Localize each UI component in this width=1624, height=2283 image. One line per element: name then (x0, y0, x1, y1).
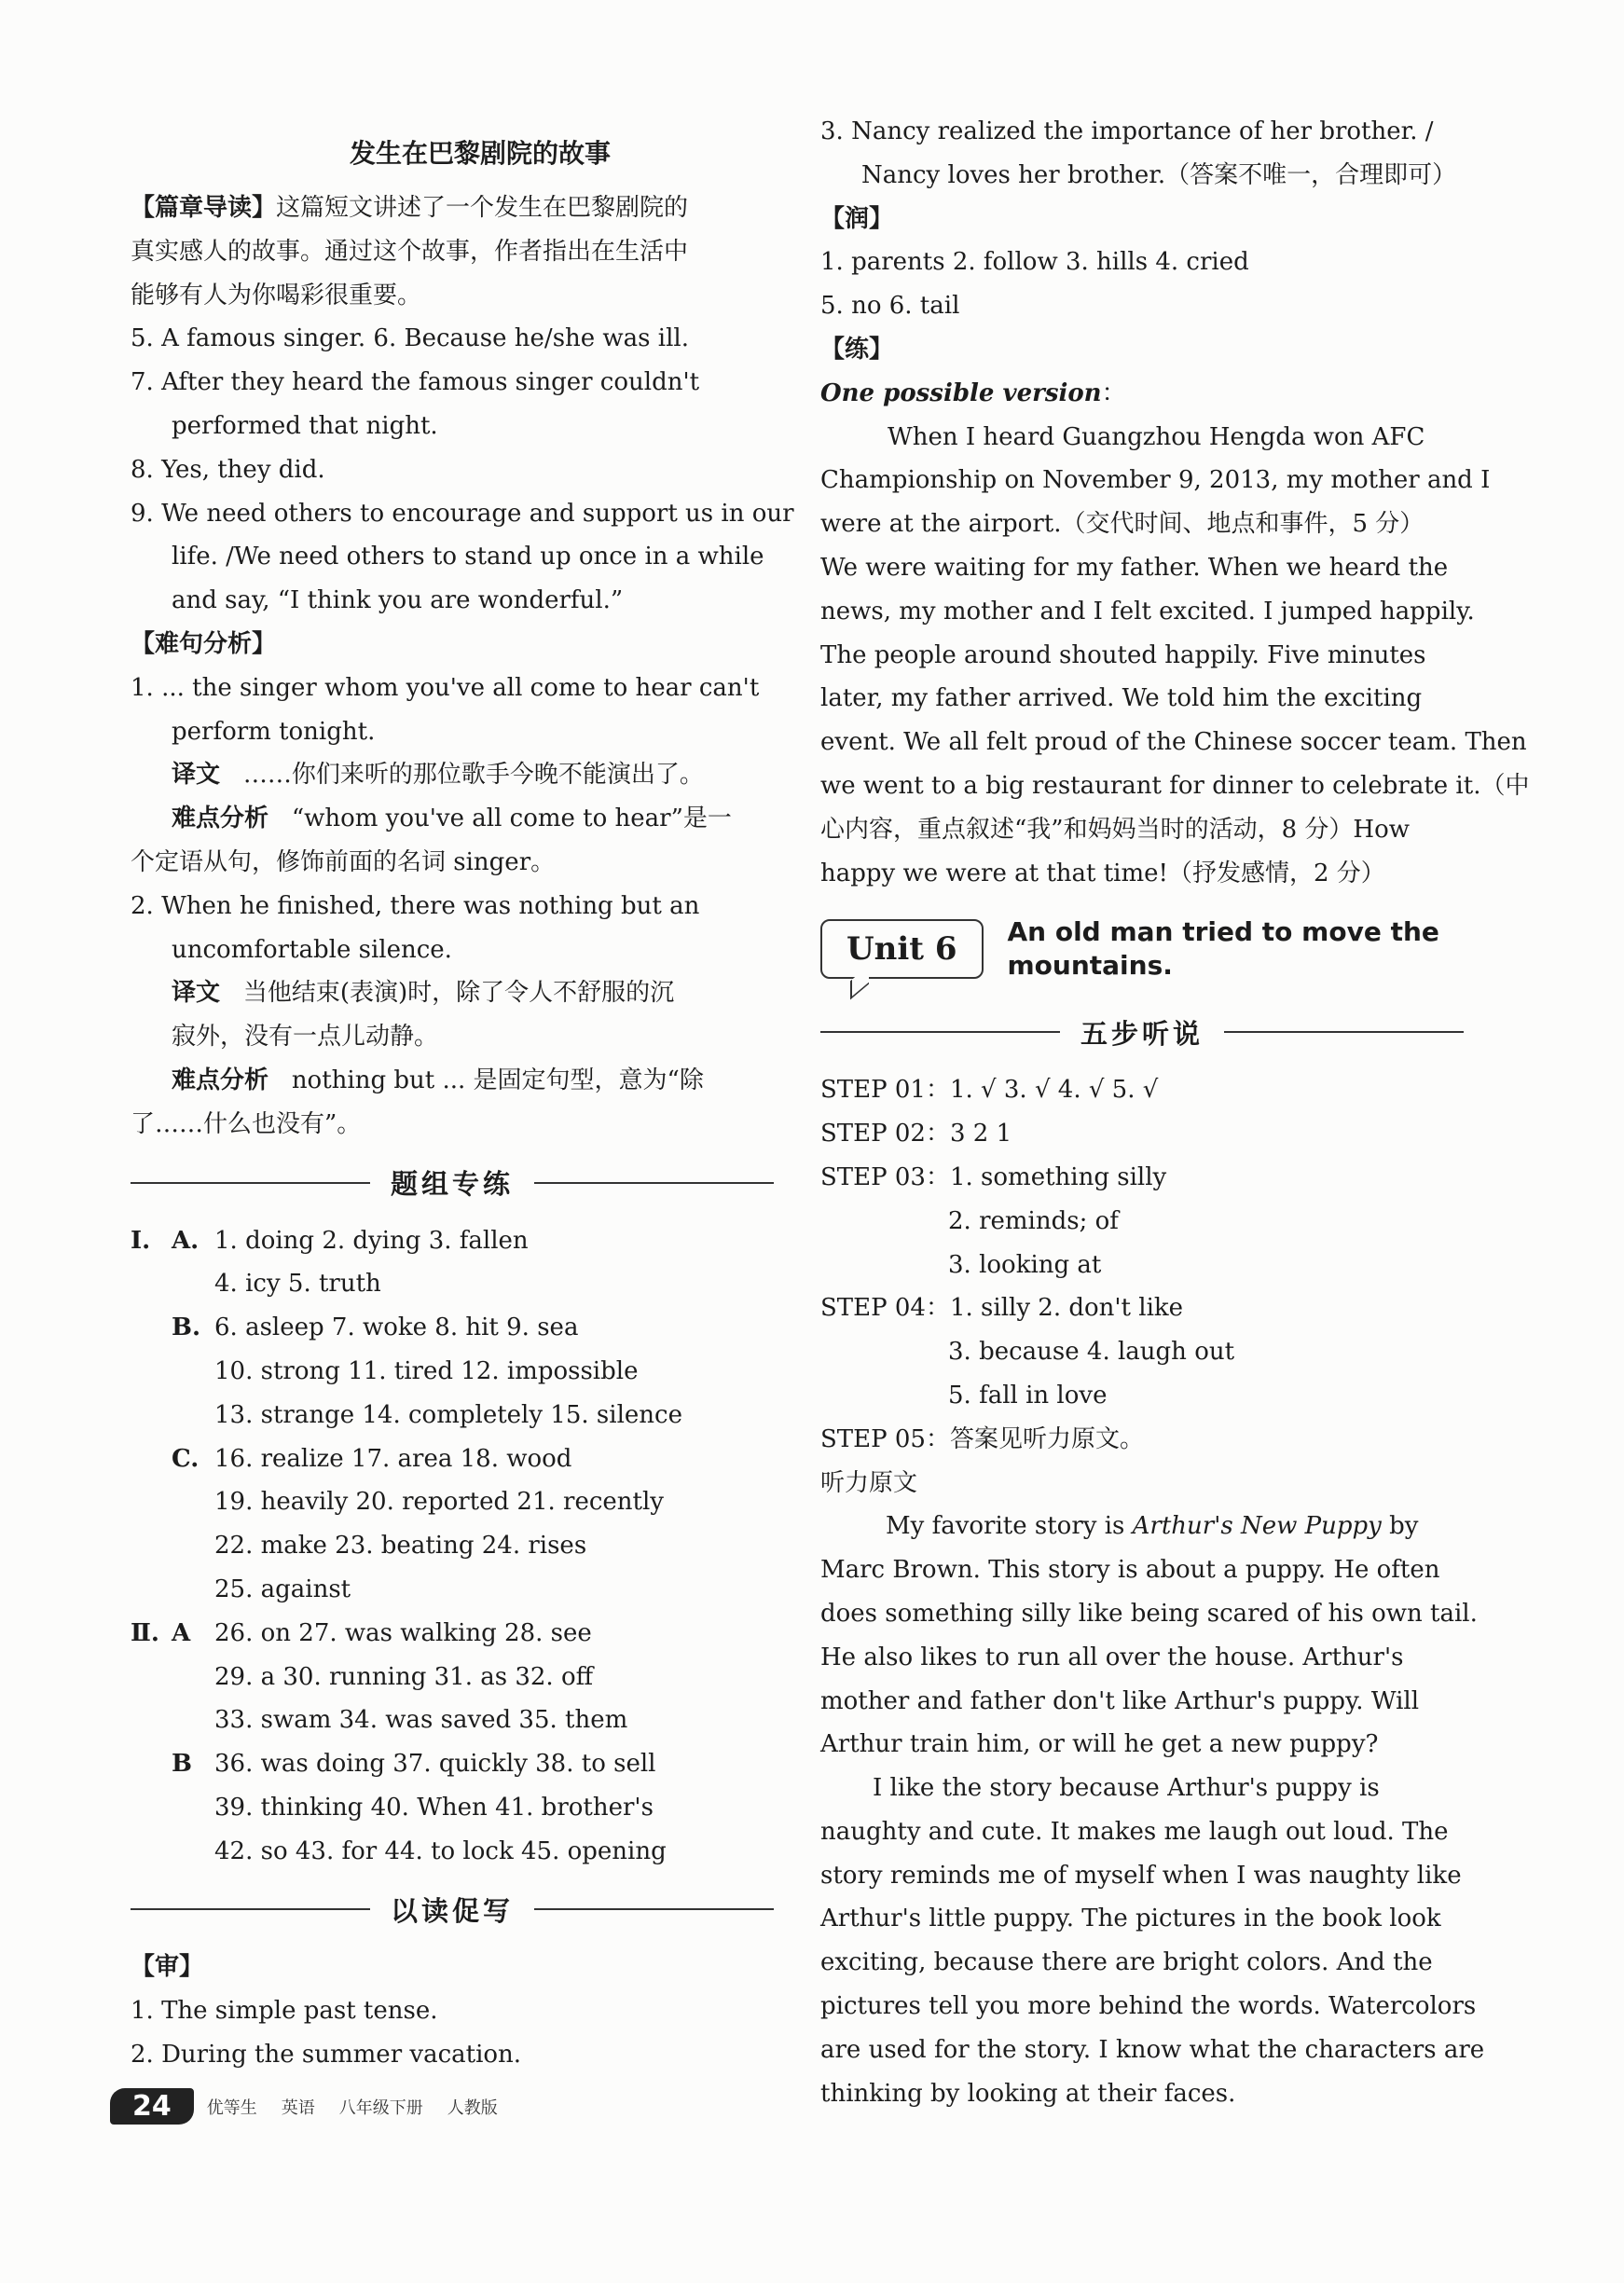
essay-line: were at the airport.（交代时间、地点和事件，5 分） (820, 510, 1424, 539)
difficult-line: 1. ... the singer whom you've all come to hear can't (131, 673, 760, 702)
essay-line: happy we were at that time!（抒发感情，2 分） (820, 859, 1385, 887)
listening-line: I like the story because Arthur's puppy is (873, 1774, 1380, 1803)
difficult-line: 2. When he finished, there was nothing but an (131, 891, 700, 920)
answer-line: and say, “I think you are wonderful.” (172, 586, 624, 615)
essay-line: 心内容，重点叙述“我”和妈妈当时的活动，8 分）How (820, 815, 1410, 844)
edition: 人教版 (447, 2097, 498, 2118)
answer-line: 8. Yes, they did. (131, 455, 325, 484)
unit-badge: Unit 6 (820, 919, 984, 979)
page-footer (110, 2088, 522, 2125)
answer-line: life. /We need others to stand up once in a while (172, 543, 764, 571)
shen-label: 【审】 (131, 1953, 204, 1982)
version-label: One possible version： (820, 378, 1126, 407)
listening-line: Arthur train him, or will he get a new puppy? (820, 1730, 1379, 1759)
exercise-line: 29. a 30. running 31. as 32. off (214, 1662, 594, 1691)
exercise-line: Ⅰ. A. 1. doing 2. dying 3. fallen (131, 1226, 529, 1255)
analysis-line: 难点分析 “whom you've all come to hear”是一 (172, 805, 732, 833)
exercise-line: 33. swam 34. was saved 35. them (214, 1706, 628, 1735)
listening-line: are used for the story. I know what the characters are (820, 2035, 1485, 2064)
step-line: STEP 03：1. something silly (820, 1162, 1167, 1191)
listening-line: exciting, because there are bright colors. And the (820, 1948, 1433, 1977)
exercise-line: 19. heavily 20. reported 21. recently (214, 1488, 664, 1517)
analysis-line: 难点分析 nothing but ... 是固定句型，意为“除 (172, 1066, 704, 1094)
translation-line: 译文 ……你们来听的那位歌手今晚不能演出了。 (172, 761, 704, 790)
listening-label: 听力原文 (820, 1468, 918, 1497)
analysis-line: 个定语从句，修饰前面的名词 singer。 (131, 847, 556, 876)
exercise-line: 22. make 23. beating 24. rises (214, 1532, 587, 1561)
step-line: STEP 01：1. √ 3. √ 4. √ 5. √ (820, 1076, 1159, 1105)
brand: 优等生 (206, 2097, 257, 2118)
listening-line: does something silly like being scared of his own tail. (820, 1599, 1478, 1628)
intro-line: 真实感人的故事。通过这个故事，作者指出在生活中 (131, 237, 689, 266)
listening-line: thinking by looking at their faces. (820, 2079, 1236, 2108)
run-label: 【润】 (820, 204, 894, 233)
subject: 英语 (281, 2097, 315, 2118)
intro-line: 【篇章导读】这篇短文讲述了一个发生在巴黎剧院的 (131, 194, 689, 222)
analysis-line: 了……什么也没有”。 (131, 1109, 362, 1138)
difficult-line: perform tonight. (172, 717, 376, 746)
exercise-line: B. 6. asleep 7. woke 8. hit 9. sea (172, 1313, 579, 1342)
exercise-line: Ⅱ. A 26. on 27. was walking 28. see (131, 1618, 592, 1647)
exercise-line: 10. strong 11. tired 12. impossible (214, 1356, 639, 1385)
difficult-line: uncomfortable silence. (172, 935, 452, 964)
step-line: 3. because 4. laugh out (948, 1338, 1235, 1367)
translation-line: 译文 当他结束(表演)时，除了令人不舒服的沉 (172, 979, 675, 1008)
listening-line: mother and father don't like Arthur's puppy. Will (820, 1686, 1420, 1715)
analysis-label: 难点分析 (172, 805, 269, 833)
divider (534, 1182, 774, 1184)
left-column (131, 121, 794, 2077)
lian-label: 【练】 (820, 335, 894, 364)
grade: 八年级下册 (338, 2097, 423, 2118)
listening-line: Arthur's little puppy. The pictures in the book look (820, 1905, 1441, 1933)
section-title: 以读促写 (391, 1894, 515, 1927)
intro-line: 能够有人为你喝彩很重要。 (131, 281, 422, 309)
essay-line: later, my father arrived. We told him the exciting (820, 684, 1423, 713)
answer-line: 3. Nancy realized the importance of her brother. / (820, 117, 1434, 145)
run-line: 5. no 6. tail (820, 292, 960, 321)
step-line: STEP 04：1. silly 2. don't like (820, 1294, 1184, 1323)
translation-line: 寂外，没有一点儿动静。 (172, 1023, 439, 1052)
answer-line: 5. A famous singer. 6. Because he/she was ill. (131, 324, 690, 353)
story-title: 发生在巴黎剧院的故事 (349, 138, 611, 169)
section-header-listening (820, 999, 1464, 1065)
exercise-line: 42. so 43. for 44. to lock 45. opening (214, 1836, 667, 1865)
answer-line: performed that night. (172, 411, 438, 440)
step-line: STEP 05：答案见听力原文。 (820, 1424, 1144, 1453)
listening-line: He also likes to run all over the house. Arthur's (820, 1643, 1404, 1671)
section-header-writing (131, 1877, 774, 1942)
difficult-label: 【难句分析】 (131, 629, 277, 658)
step-line: 5. fall in love (948, 1381, 1108, 1410)
intro-label: 【篇章导读】 (131, 194, 277, 222)
listening-line: naughty and cute. It makes me laugh out loud. The (820, 1817, 1449, 1846)
step-line: 2. reminds; of (948, 1206, 1119, 1235)
essay-line: event. We all felt proud of the Chinese soccer team. Then (820, 728, 1527, 757)
divider (1224, 1031, 1464, 1033)
exercise-line: 39. thinking 40. When 41. brother's (214, 1793, 654, 1822)
essay-line: When I heard Guangzhou Hengda won AFC (888, 422, 1425, 451)
unit-header (820, 902, 1464, 996)
divider (131, 1908, 370, 1910)
essay-line: news, my mother and I felt excited. I jumped happily. (820, 597, 1475, 626)
divider (534, 1908, 774, 1910)
essay-line: The people around shouted happily. Five minutes (820, 640, 1426, 669)
listening-line: My favorite story is Arthur's New Puppy by (886, 1512, 1419, 1541)
step-line: STEP 02：3 2 1 (820, 1120, 1012, 1148)
book-title: Arthur's New Puppy (1132, 1512, 1382, 1541)
section-title: 题组专练 (391, 1168, 515, 1201)
answer-line: Nancy loves her brother.（答案不唯一，合理即可） (861, 160, 1457, 189)
divider (820, 1031, 1060, 1033)
shen-line: 1. The simple past tense. (131, 1997, 438, 2026)
shen-line: 2. During the summer vacation. (131, 2041, 522, 2070)
exercise-line: 4. icy 5. truth (214, 1270, 381, 1299)
right-column (820, 110, 1530, 2115)
exercise-line: B 36. was doing 37. quickly 38. to sell (172, 1750, 656, 1779)
answer-line: 7. After they heard the famous singer couldn't (131, 368, 700, 397)
exercise-line: 13. strange 14. completely 15. silence (214, 1400, 682, 1429)
exercise-line: C. 16. realize 17. area 18. wood (172, 1444, 572, 1473)
essay-line: Championship on November 9, 2013, my mother and I (820, 466, 1491, 495)
essay-line: we went to a big restaurant for dinner to celebrate it.（中 (820, 771, 1530, 800)
essay-line: We were waiting for my father. When we heard the (820, 553, 1449, 582)
page-number: 24 (110, 2088, 194, 2125)
run-line: 1. parents 2. follow 3. hills 4. cried (820, 248, 1249, 277)
answer-line: 9. We need others to encourage and support us in our (131, 499, 794, 528)
step-line: 3. looking at (948, 1250, 1102, 1279)
section-header-exercises (131, 1150, 774, 1216)
exercise-line: 25. against (214, 1575, 351, 1603)
listening-line: pictures tell you more behind the words. Watercolors (820, 1992, 1477, 2021)
listening-line: story reminds me of myself when I was naughty like (820, 1861, 1462, 1890)
section-title: 五步听说 (1080, 1017, 1204, 1050)
unit-title: An old man tried to move the mountains. (1007, 916, 1439, 982)
listening-line: Marc Brown. This story is about a puppy. He often (820, 1556, 1440, 1585)
translate-label: 译文 (172, 761, 221, 790)
divider (131, 1182, 370, 1184)
